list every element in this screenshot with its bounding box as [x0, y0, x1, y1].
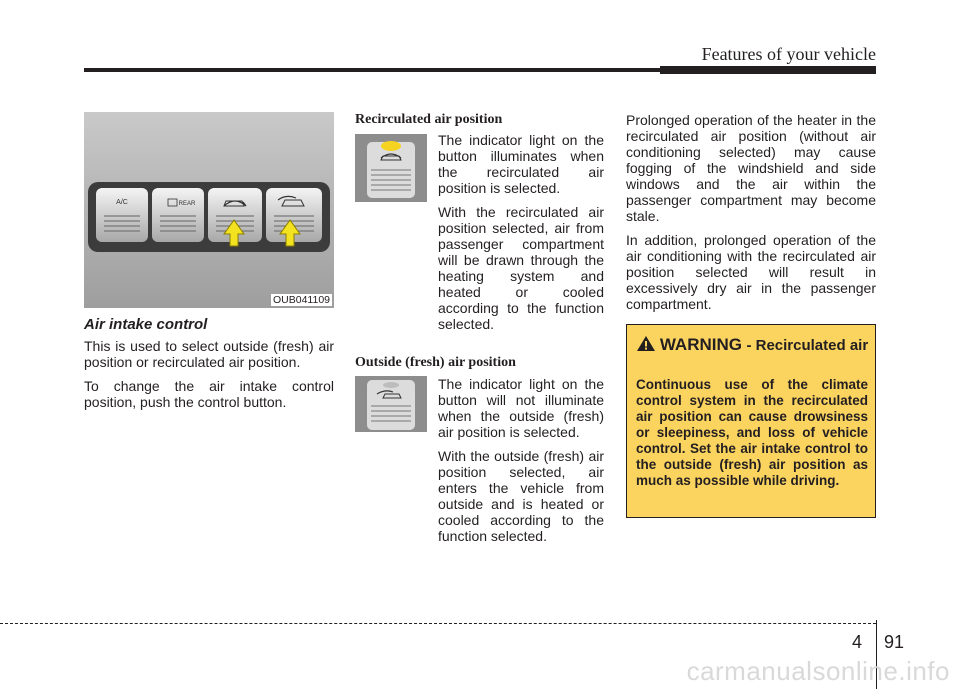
recirculated-body [438, 132, 604, 340]
page-number: 91 [884, 632, 905, 652]
footer-rule [0, 623, 876, 624]
right-body [626, 112, 876, 320]
warning-body: Continuous use of the climate control system in the recirculated air position can cause drowsiness or sleepiness, and loss of vehicle control. Set the air intake control to the outside (fresh) air position as much as possible while driving. [636, 377, 868, 488]
air-intake-control-figure [84, 112, 334, 308]
chapter-number: 4 [852, 632, 863, 652]
section-heading: Air intake control [84, 316, 208, 333]
ac-button [96, 188, 148, 242]
paragraph: Prolonged operation of the heater in the recirculated air position (without air conditioning selected) may cause fogging of the windshield and side windows and the air within the passenger compartment may become stale. [626, 112, 876, 224]
control-panel-illustration [84, 112, 334, 308]
header-rule-accent [660, 66, 876, 74]
paragraph: With the outside (fresh) air position selected, air enters the vehicle from outside and is heated or cooled according to the function selected. [438, 448, 604, 544]
paragraph: The indicator light on the button will not illuminate when the outside (fresh) air position is selected. [438, 376, 604, 440]
warning-box [626, 324, 876, 518]
page-header-title: Features of your vehicle [701, 44, 876, 64]
left-body [84, 338, 334, 418]
indicator-light-on [381, 141, 401, 151]
paragraph: In addition, prolonged operation of the air conditioning with the recirculated air position selected will result in excessively dry air in the passenger compartment. [626, 232, 876, 312]
warning-title: WARNING [659, 335, 742, 354]
warning-subtitle: - Recirculated air [746, 337, 869, 354]
paragraph: This is used to select outside (fresh) air position or recirculated air position. [84, 338, 334, 370]
warning-triangle-icon [636, 335, 656, 352]
rear-button-label: REAR [178, 201, 196, 207]
fresh-air-heading: Outside (fresh) air position [355, 355, 516, 370]
paragraph: To change the air intake control position, push the control button. [84, 378, 334, 410]
paragraph: With the recirculated air position selected, air from passenger compartment will be drawn through the heating system and heated or cooled according to the function selected. [438, 204, 604, 332]
recirculated-indicator-image [355, 134, 427, 202]
ac-button-label: A/C [116, 199, 128, 206]
fresh-air-body [438, 376, 604, 552]
indicator-light-off [383, 382, 399, 388]
watermark: carmanualsonline.info [686, 656, 950, 686]
recirculated-heading: Recirculated air position [355, 112, 503, 127]
warning-header [627, 335, 877, 355]
paragraph: The indicator light on the button illuminates when the recirculated air position is selected. [438, 132, 604, 196]
figure-code: OUB041109 [272, 294, 330, 306]
fresh-air-indicator-image [355, 376, 427, 432]
rear-defrost-button [152, 188, 204, 242]
